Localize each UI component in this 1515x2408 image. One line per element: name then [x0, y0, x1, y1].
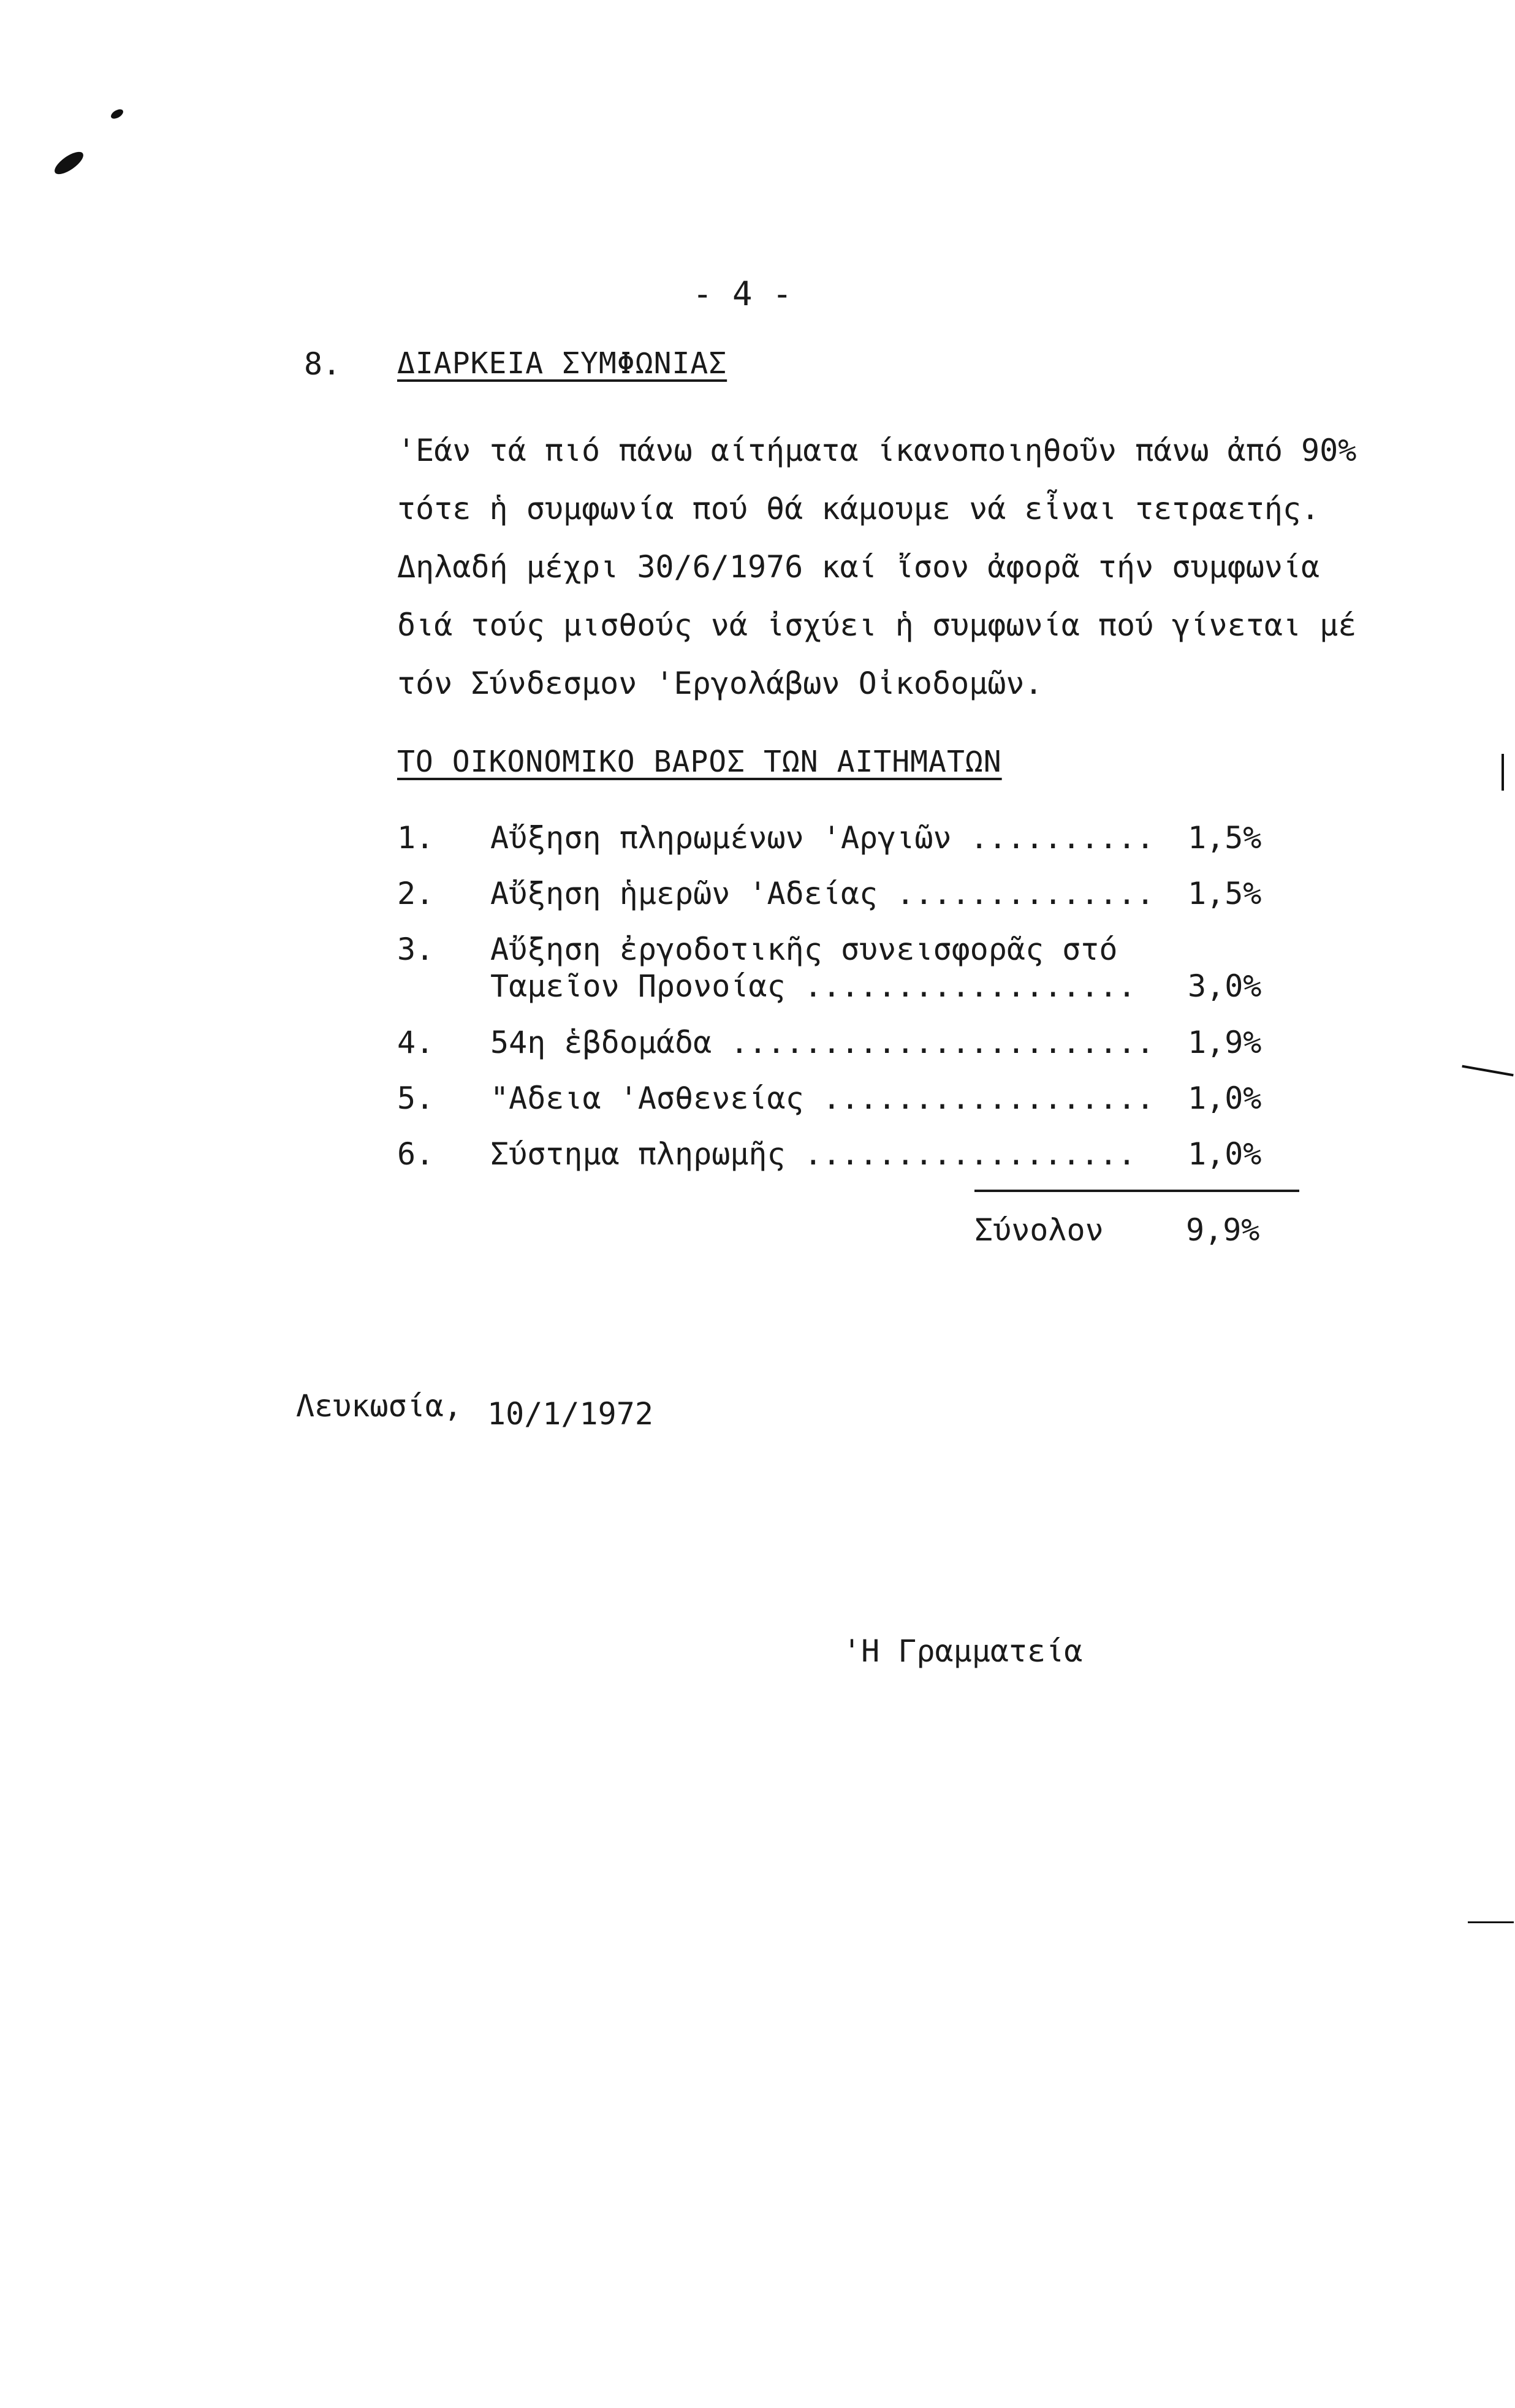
item-text: Αὔξηση ἡμερῶν 'Αδείας ..............: [490, 876, 1155, 911]
cost-list: [397, 820, 1353, 1192]
total-value: 9,9%: [1186, 1212, 1260, 1248]
list-item: [397, 820, 1353, 876]
item-text: 54η ἑβδομάδα .......................: [490, 1025, 1155, 1060]
ink-mark: [51, 148, 87, 178]
ink-mark: [1468, 1921, 1514, 1923]
item-value: 3,0%: [1188, 968, 1262, 1004]
item-text: Αὔξηση πληρωμένων 'Αργιῶν ..........: [490, 820, 1155, 856]
list-item: [397, 876, 1353, 932]
item-text: "Αδεια 'Ασθενείας ..................: [490, 1081, 1155, 1116]
list-item: [397, 932, 1353, 1025]
item-text-continued: Ταμεῖον Προνοίας ..................: [490, 968, 1136, 1004]
signature-line: 'Η Γραμματεία: [843, 1633, 1083, 1669]
ink-mark: [1462, 1065, 1513, 1077]
item-value: 1,0%: [1188, 1081, 1262, 1116]
item-number: 6.: [397, 1136, 435, 1172]
item-number: 2.: [397, 876, 435, 911]
item-value: 1,0%: [1188, 1136, 1262, 1172]
list-item: [397, 1136, 1353, 1192]
ink-mark: [1502, 754, 1504, 791]
total-label: Σύνολον: [974, 1212, 1104, 1248]
item-number: 4.: [397, 1025, 435, 1060]
item-value: 1,5%: [1188, 820, 1262, 856]
total-rule: [974, 1190, 1299, 1192]
section-number: 8.: [304, 346, 341, 382]
paragraph-line: διά τούς μισθούς νά ἰσχύει ἡ συμφωνία πού γίνεται μέ: [397, 607, 1357, 643]
list-item: [397, 1081, 1353, 1136]
section-paragraph: [397, 422, 1390, 713]
list-item: [397, 1025, 1353, 1081]
ink-mark: [109, 107, 124, 120]
item-number: 1.: [397, 820, 435, 856]
item-value: 1,5%: [1188, 876, 1262, 911]
place-name: Λευκωσία,: [296, 1388, 462, 1424]
page-number: - 4 -: [693, 275, 792, 313]
item-number: 5.: [397, 1081, 435, 1116]
item-text: Σύστημα πληρωμῆς ..................: [490, 1136, 1136, 1172]
section-title: ΔΙΑΡΚΕΙΑ ΣΥΜΦΩΝΙΑΣ: [397, 346, 727, 381]
item-number: 3.: [397, 932, 435, 967]
document-date: 10/1/1972: [487, 1396, 653, 1432]
paragraph-line: τόν Σύνδεσμον 'Εργολάβων Οἰκοδομῶν.: [397, 666, 1043, 701]
paragraph-line: τότε ἡ συμφωνία πού θά κάμουμε νά εἶναι τετραετής.: [397, 491, 1320, 526]
item-value: 1,9%: [1188, 1025, 1262, 1060]
cost-title: ΤΟ ΟΙΚΟΝΟΜΙΚΟ ΒΑΡΟΣ ΤΩΝ ΑΙΤΗΜΑΤΩΝ: [397, 745, 1002, 779]
item-text: Αὔξηση ἐργοδοτικῆς συνεισφορᾶς στό: [490, 932, 1118, 967]
paragraph-line: 'Εάν τά πιό πάνω αίτήματα ίκανοποιηθοῦν πάνω ἀπό 90%: [397, 433, 1357, 468]
paragraph-line: Δηλαδή μέχρι 30/6/1976 καί ἴσον ἀφορᾶ τήν συμφωνία: [397, 549, 1320, 585]
